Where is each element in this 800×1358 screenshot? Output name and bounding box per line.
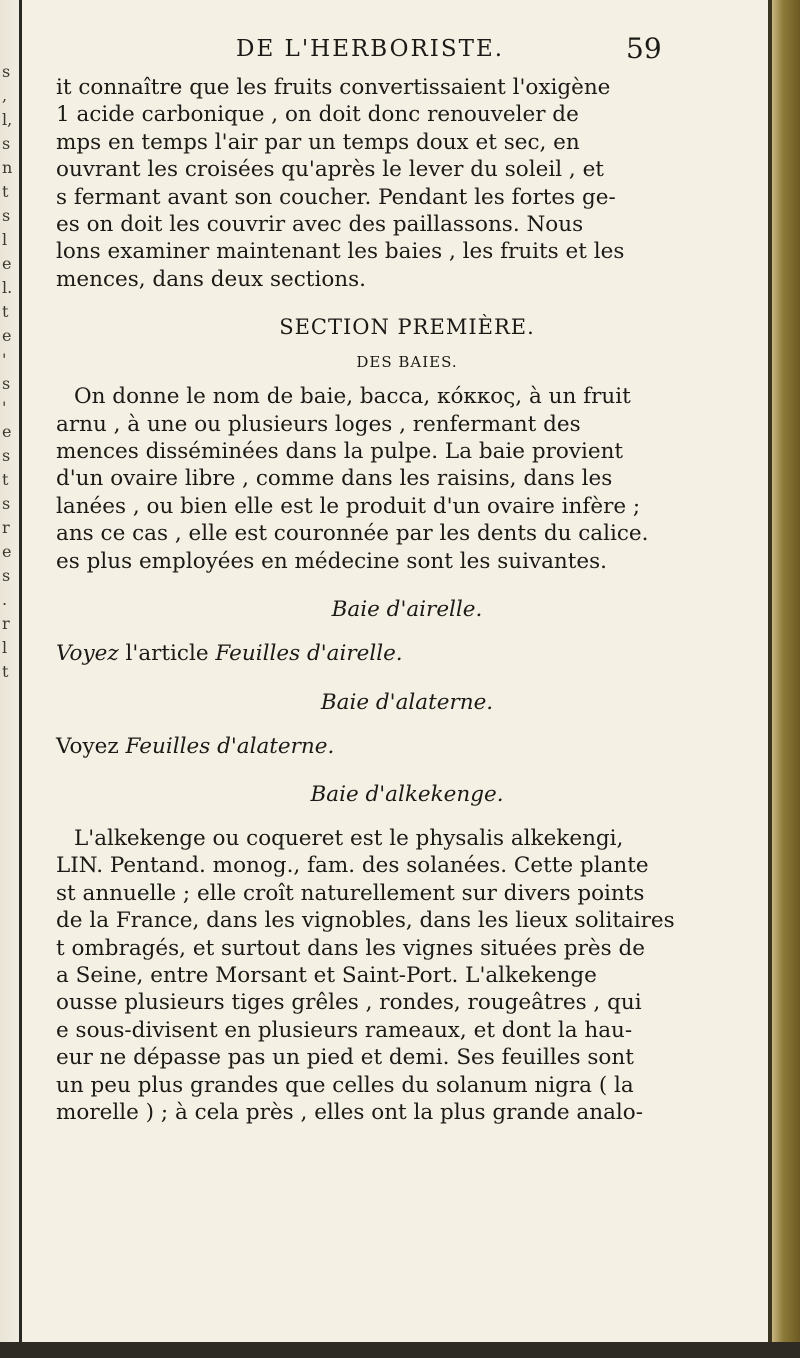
margin-mark: l.: [2, 278, 13, 297]
margin-mark: t: [2, 662, 9, 681]
margin-mark: l: [2, 230, 8, 249]
margin-mark: s: [2, 134, 11, 153]
text-line: arnu , à une ou plusieurs loges , renfermant des: [56, 411, 581, 437]
text-line: e sous-divisent en plusieurs rameaux, et dont la hau-: [56, 1017, 633, 1043]
margin-mark: e: [2, 542, 12, 561]
text-line: a Seine, entre Morsant et Saint-Port. L'alkekenge: [56, 962, 597, 988]
voyez-lead: Voyez: [56, 641, 119, 667]
margin-mark: .: [2, 590, 8, 609]
text-line: d'un ovaire libre , comme dans les raisins, dans les: [56, 466, 613, 492]
text-line: ouvrant les croisées qu'après le lever du soleil , et: [56, 157, 604, 183]
margin-mark: r: [2, 614, 10, 633]
margin-mark: ': [2, 350, 7, 369]
margin-mark: t: [2, 302, 9, 321]
page-text: [56, 30, 758, 1126]
voyez-lead: Voyez: [56, 733, 119, 759]
text-line: ousse plusieurs tiges grêles , rondes, rougeâtres , qui: [56, 990, 642, 1016]
text-line: morelle ) ; à cela près , elles ont la plus grande analo-: [56, 1099, 643, 1125]
margin-mark: t: [2, 470, 9, 489]
margin-mark: s: [2, 446, 11, 465]
alkekenge-paragraph: [56, 825, 758, 1126]
margin-marks: [2, 60, 16, 684]
voyez-ref: Feuilles d'alaterne.: [125, 733, 335, 759]
voyez-ref: Feuilles d'airelle.: [215, 641, 403, 667]
text-line: LIN. Pentand. monog., fam. des solanées. Cette plante: [56, 853, 649, 879]
text-line: 1 acide carbonique , on doit donc renouveler de: [56, 102, 579, 128]
book-cover-edge: [772, 0, 800, 1358]
text-line: t ombragés, et surtout dans les vignes situées près de: [56, 935, 645, 961]
margin-mark: ': [2, 398, 7, 417]
margin-mark: e: [2, 254, 12, 273]
text-line: de la France, dans les vignobles, dans les lieux solitaires: [56, 908, 675, 934]
margin-mark: n: [2, 158, 13, 177]
heading-alaterne: Baie d'alaterne.: [320, 689, 494, 715]
margin-mark: ,: [2, 86, 8, 105]
section-title: SECTION PREMIÈRE.: [279, 315, 535, 340]
text-line: es plus employées en médecine sont les suivantes.: [56, 548, 607, 574]
margin-mark: s: [2, 206, 11, 225]
baies-paragraph: [56, 383, 758, 575]
text-line: mps en temps l'air par un temps doux et sec, en: [56, 129, 580, 155]
text-line: L'alkekenge ou coqueret est le physalis alkekengi,: [74, 825, 624, 851]
text-line: lanées , ou bien elle est le produit d'un ovaire infère ;: [56, 493, 641, 519]
voyez-airelle: [56, 640, 758, 667]
heading-alkekenge: Baie d'alkekenge.: [310, 781, 504, 807]
text-line: eur ne dépasse pas un pied et demi. Ses feuilles sont: [56, 1045, 634, 1071]
text-line: s fermant avant son coucher. Pendant les fortes ge-: [56, 184, 616, 210]
margin-mark: e: [2, 422, 12, 441]
text-line: lons examiner maintenant les baies , les fruits et les: [56, 239, 625, 265]
voyez-alaterne: [56, 733, 758, 760]
intro-paragraph: [56, 74, 758, 293]
margin-mark: s: [2, 62, 11, 81]
margin-mark: l: [2, 638, 8, 657]
page-header: [56, 30, 758, 74]
margin-mark: s: [2, 494, 11, 513]
text-line: it connaître que les fruits convertissaient l'oxigène: [56, 75, 611, 100]
voyez-text: l'article: [118, 641, 216, 667]
voyez-text: [119, 734, 126, 759]
text-line: ans ce cas , elle est couronnée par les dents du calice.: [56, 521, 649, 547]
margin-mark: s: [2, 374, 11, 393]
text-line: mences disséminées dans la pulpe. La baie provient: [56, 439, 624, 465]
text-line: es on doit les couvrir avec des paillassons. Nous: [56, 212, 584, 238]
margin-mark: s: [2, 566, 11, 585]
section-subtitle: DES BAIES.: [356, 353, 458, 372]
page-number: 59: [626, 32, 662, 65]
text-line: un peu plus grandes que celles du solanum nigra ( la: [56, 1072, 634, 1098]
binding-line: [19, 0, 22, 1358]
margin-mark: l,: [2, 110, 13, 129]
margin-mark: r: [2, 518, 10, 537]
margin-mark: e: [2, 326, 12, 345]
bottom-edge: [0, 1342, 800, 1358]
heading-airelle: Baie d'airelle.: [331, 597, 483, 623]
text-line: mences, dans deux sections.: [56, 266, 366, 292]
margin-mark: t: [2, 182, 9, 201]
text-line: st annuelle ; elle croît naturellement sur divers points: [56, 880, 645, 906]
running-head: DE L'HERBORISTE.: [236, 36, 505, 62]
text-line: On donne le nom de baie, bacca, κόκκος, à un fruit: [74, 384, 631, 410]
